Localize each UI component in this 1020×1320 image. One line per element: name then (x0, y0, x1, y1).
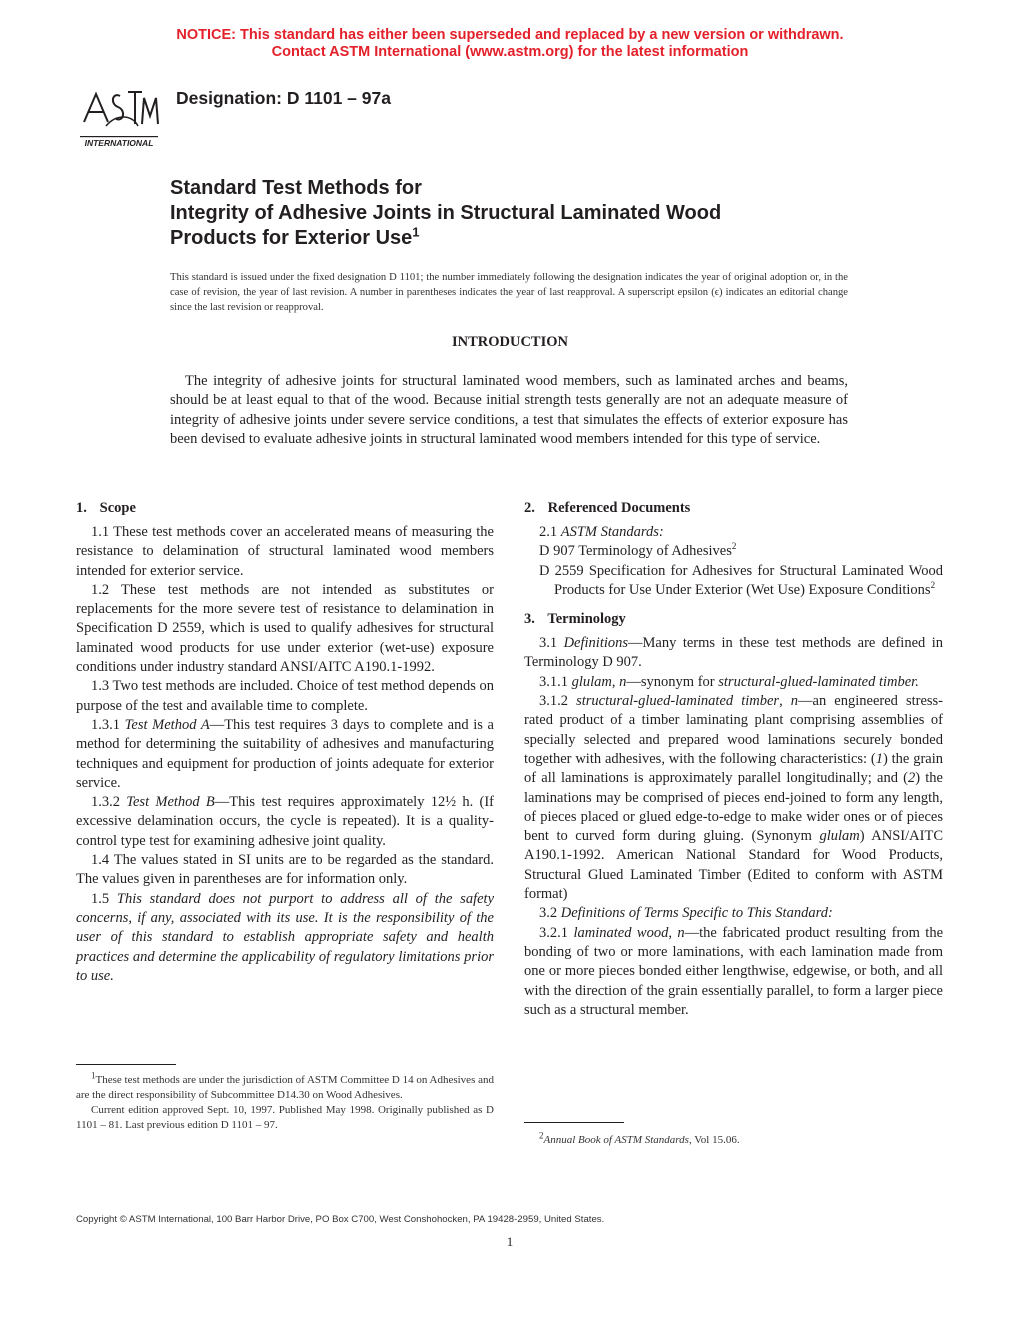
reference-d907-mark: 2 (731, 541, 737, 552)
introduction-heading: INTRODUCTION (451, 334, 568, 350)
para-3-1-2-a: —an engineered stress-rated product of a timber laminating plant comprising assemblies of specially selected and prepared wood laminations securely bonded together with adhesives, with the following characteristics: ( (524, 693, 944, 767)
footnote-2-rest: , Vol 15.06. (688, 1134, 740, 1146)
footnote-1b: Current edition approved Sept. 10, 1997. Published May 1998. Originally published as D 1101 – 81. Last previous edition D 1101 – 97. (76, 1104, 494, 1131)
page-number: 1 (506, 1234, 514, 1249)
para-2-1 (524, 523, 943, 542)
para-3-1-2-n: n (790, 693, 799, 710)
notice-line-2: Contact ASTM International (www.astm.org) for the latest information (271, 44, 749, 60)
para-1-3-1 (76, 716, 494, 793)
para-3-1-2-b: ) the grain of all laminations is approximately parallel longitudinally; and ( (524, 750, 943, 787)
para-3-1-2-d: ) ANSI/AITC A190.1-1992. American National Standard for Wood Products, Structural Glued Laminated Timber (Edited to conform with ASTM format) (524, 828, 943, 903)
referenced-heading-text: Referenced Documents (547, 500, 691, 516)
para-3-1-text: —Many terms in these test methods are defined in Terminology D 907. (524, 635, 943, 671)
para-3-1-1-num: 3.1.1 (539, 673, 568, 690)
para-1-1: 1.1 These test methods cover an accelerated means of measuring the resistance to delamination of structural laminated wood members intended for exterior service. (76, 524, 494, 579)
terminology-heading (524, 609, 943, 629)
issued-note: This standard is issued under the fixed designation D 1101; the number immediately following the designation indicates the year of original adoption or, in the case of revision, the year of last revision. A number in parentheses indicates the year of last reapproval. A superscript epsilon (ϵ) indicates an editorial change since the last revision or reapproval. (170, 272, 848, 313)
para-1-3-2-num: 1.3.2 (91, 794, 120, 811)
para-3-1-num: 3.1 (539, 635, 558, 652)
para-1-3-2-text: —This test requires approximately 12½ h. (If excessive delamination occurs, the cycle is repeated). It is a quality-control type test for examining adhesive joint quality. (76, 794, 494, 849)
para-3-2-1-num: 3.2.1 (539, 924, 568, 941)
para-1-4: 1.4 The values stated in SI units are to be regarded as the standard. The values given in parentheses are for information only. (76, 852, 494, 888)
para-1-5-num: 1.5 (91, 890, 110, 907)
title-line-2: Integrity of Adhesive Joints in Structural Laminated Wood (170, 202, 722, 224)
scope-heading (76, 498, 494, 518)
right-column (524, 498, 943, 1020)
introduction-text: The integrity of adhesive joints for structural laminated wood members, such as laminated arches and beams, should be at least equal to that of the wood. Because initial strength tests generally are not an adequate measure of integrity of adhesive joints under severe service conditions, a test that simulates the effects of exterior exposure has been devised to evaluate adhesive joints in structural laminated wood members intended for this type of service. (170, 373, 848, 447)
para-3-1-1-ref: structural-glued-laminated timber. (718, 673, 919, 690)
para-2-1-term: ASTM Standards: (560, 524, 664, 540)
para-1-5-text: This standard does not purport to address all of the safety concerns, if any, associated with its use. It is the responsibility of the user of this standard to establish appropriate safety and health practices and determine the applicability of regulatory limitations prior to use. (76, 890, 495, 984)
title-line-3-text: Products for Exterior Use (170, 227, 413, 249)
reference-d2559-mark: 2 (930, 580, 936, 591)
para-3-1-2-c2: 2 (907, 770, 916, 787)
footnote-1-mark: 1 (91, 1070, 96, 1081)
para-3-1-1-sep: , (611, 673, 620, 690)
left-column (76, 498, 494, 986)
para-3-1-2-sep: , (779, 693, 791, 710)
para-3-2-1-text: —the fabricated product resulting from the bonding of two or more laminations, with each lamination made from one or more pieces bonded either lengthwise, edgewise, or both, and all with the direction of the grain essentially parallel, to form a larger piece such as a structural member. (524, 924, 944, 1018)
para-3-1-2-term: structural-glued-laminated timber (576, 693, 780, 710)
para-1-3-1-num: 1.3.1 (91, 716, 120, 733)
terminology-num: 3. (524, 611, 535, 628)
para-1-3-1-term: Test Method A (124, 716, 210, 733)
left-footnotes (76, 1064, 494, 1133)
logo-caption: INTERNATIONAL (84, 138, 154, 148)
para-1-2: 1.2 These test methods are not intended as substitutes or replacements for the more severe test of resistance to delamination in Specification D 2559, which is used to qualify adhesives for structural laminated wood products for use under exterior (wet-use) exposure conditions under industry standard ANSI/AITC A190.1-1992. (76, 581, 494, 676)
reference-d2559-text: D 2559 Specification for Adhesives for Structural Laminated Wood Products for Use Under Exterior (Wet Use) Exposure Conditions (539, 562, 943, 598)
footnote-2 (524, 1130, 943, 1148)
right-footnotes (524, 1122, 943, 1148)
para-3-2-1 (524, 924, 943, 1020)
para-1-3: 1.3 Two test methods are included. Choice of test method depends on purpose of the test and available time to complete. (76, 678, 494, 714)
footnote-2-mark: 2 (539, 1130, 544, 1141)
para-3-1-1 (524, 673, 943, 692)
para-1-5 (76, 890, 494, 986)
designation: Designation: D 1101 – 97a (176, 88, 391, 108)
para-3-2-num: 3.2 (539, 905, 558, 922)
scope-num: 1. (76, 500, 87, 516)
para-3-1 (524, 634, 943, 673)
astm-logo (76, 76, 162, 148)
para-3-1-1-term: glulam (571, 673, 612, 690)
para-3-1-1-text: —synonym for (626, 673, 719, 690)
para-2-1-num: 2.1 (539, 524, 558, 540)
footnote-2-title: Annual Book of ASTM Standards (543, 1134, 689, 1146)
para-3-1-1-n: n (619, 673, 627, 690)
para-1-3-2-term: Test Method B (126, 794, 215, 811)
title-line-1: Standard Test Methods for (170, 177, 422, 199)
para-3-1-2-num: 3.1.2 (539, 693, 568, 710)
scope-heading-text: Scope (99, 500, 136, 516)
notice-line-1: NOTICE: This standard has either been superseded and replaced by a new version or withdrawn. (176, 27, 844, 43)
footnote-1-text: These test methods are under the jurisdiction of ASTM Committee D 14 on Adhesives and are the direct responsibility of Subcommittee D14.30 on Wood Adhesives. (76, 1074, 494, 1101)
title-footnote-mark: 1 (412, 224, 420, 240)
para-3-1-2-syn: glulam (819, 828, 860, 845)
para-3-1-2-c1: 1 (875, 750, 883, 767)
reference-d907 (524, 542, 943, 561)
referenced-num: 2. (524, 500, 535, 516)
para-3-2-1-sep: , (668, 924, 678, 941)
copyright: Copyright © ASTM International, 100 Barr Harbor Drive, PO Box C700, West Conshohocken, PA 19428-2959, United States. (76, 1214, 605, 1225)
title-line-3 (170, 226, 420, 251)
para-3-2-term: Definitions of Terms Specific to This Standard: (560, 905, 833, 922)
para-3-1-term: Definitions (563, 635, 629, 652)
para-3-2-1-n: n (677, 924, 685, 941)
reference-d2559 (524, 562, 943, 601)
para-3-1-2 (524, 692, 943, 904)
para-3-2 (524, 904, 943, 923)
referenced-heading (524, 498, 943, 518)
para-1-3-2 (76, 793, 494, 851)
para-1-3-1-text: —This test requires 3 days to complete and is a method for determining the suitability of adhesives and manufacturing techniques and equipment for production of joints adequate for exterior service. (76, 716, 494, 791)
terminology-heading-text: Terminology (547, 611, 626, 628)
footnote-1 (76, 1070, 494, 1103)
para-3-1-2-c: ) the laminations may be comprised of pieces end-joined to form any length, of pieces placed or glued edge-to-edge to make wider ones or of pieces bent to curved form during gluing. (Synonym (524, 770, 943, 845)
para-3-2-1-term: laminated wood (573, 924, 669, 941)
reference-d907-text: D 907 Terminology of Adhesives (539, 543, 732, 560)
